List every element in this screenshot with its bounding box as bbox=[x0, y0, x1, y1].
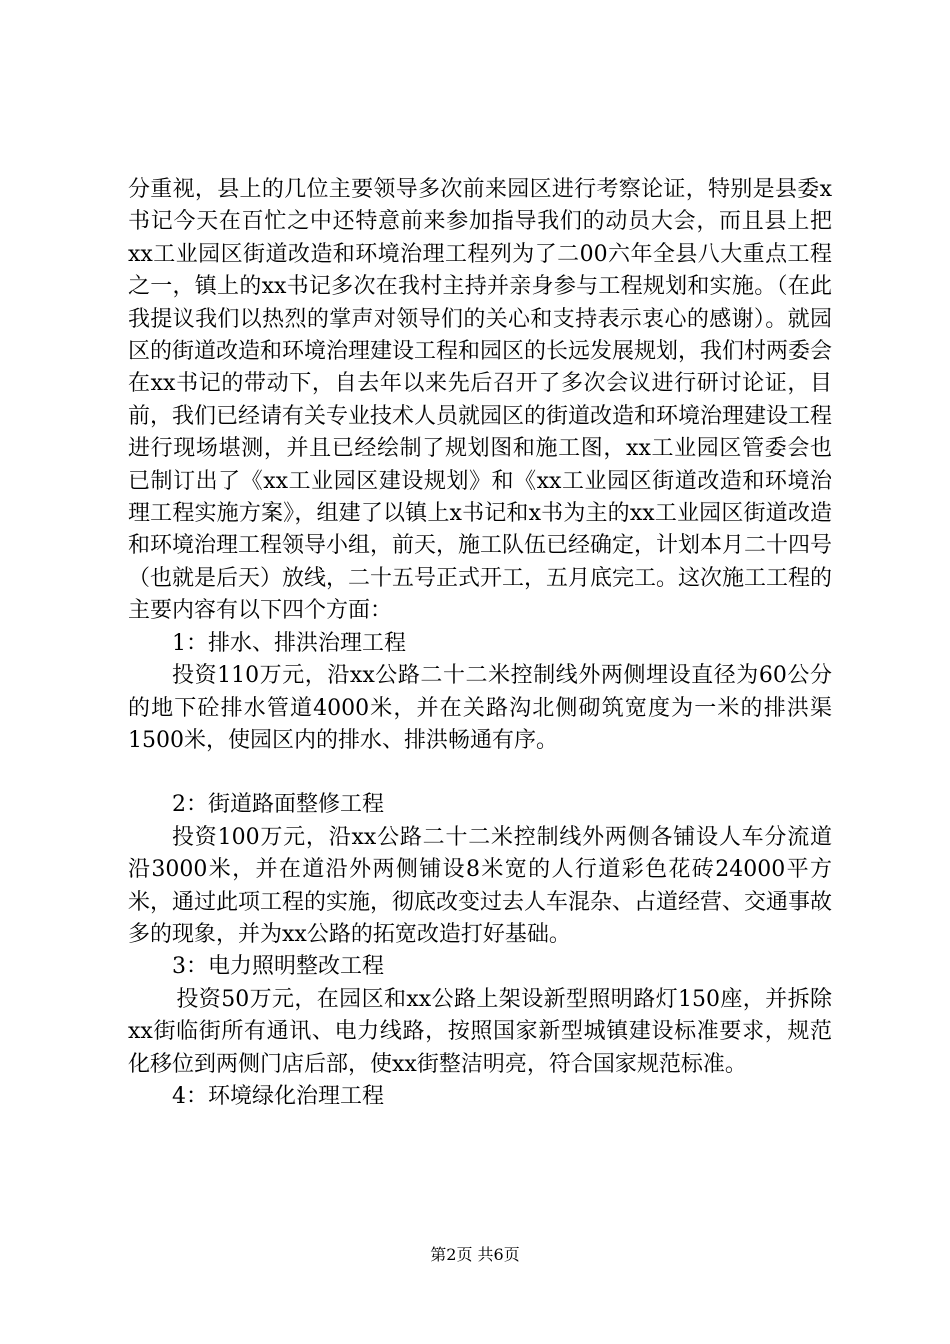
section-body-road: 投资100万元，沿xx公路二十二米控制线外两侧各铺设人车分流道沿3000米，并在道沿外两侧铺设8米宽的人行道彩色花砖24000平方米，通过此项工程的实施，彻底改变过去人车混杂、占道经营、交通事故多的现象，并为xx公路的拓宽改造打好基础。 bbox=[128, 824, 833, 947]
intro-paragraph: 分重视，县上的几位主要领导多次前来园区进行考察论证，特别是县委x书记今天在百忙之中还特意前来参加指导我们的动员大会，而且县上把xx工业园区街道改造和环境治理工程列为了二00六年全县八大重点工程之一，镇上的xx书记多次在我村主持并亲身参与工程规划和实施。（在此我提议我们以热烈的掌声对领导们的关心和支持表示衷心的感谢）。就园区的街道改造和环境治理建设工程和园区的长远发展规划，我们村两委会在xx书记的带动下，自去年以来先后召开了多次会议进行研讨论证，目前，我们已经请有关专业技术人员就园区的街道改造和环境治理建设工程进行现场堪测，并且已经绘制了规划图和施工图，xx工业园区管委会也已制订出了《xx工业园区建设规划》和《xx工业园区街道改造和环境治理工程实施方案》，组建了以镇上x书记和x书为主的xx工业园区街道改造和环境治理工程领导小组，前天，施工队伍已经确定，计划本月二十四号（也就是后天）放线，二十五号正式开工，五月底完工。这次施工工程的主要内容有以下四个方面： bbox=[128, 177, 833, 624]
document-body bbox=[128, 174, 832, 1113]
paragraph-gap bbox=[128, 757, 832, 789]
section-body-drainage: 投资110万元，沿xx公路二十二米控制线外两侧埋设直径为60公分的地下砼排水管道4000米，并在关路沟北侧砌筑宽度为一米的排洪渠1500米，使园区内的排水、排洪畅通有序。 bbox=[128, 663, 832, 753]
section-heading-greening: 4：环境绿化治理工程 bbox=[172, 1083, 384, 1109]
section-heading-lighting: 3：电力照明整改工程 bbox=[172, 954, 384, 980]
section-heading-road: 2：街道路面整修工程 bbox=[172, 792, 384, 818]
page-number-footer: 第2页 共6页 bbox=[430, 1245, 520, 1264]
section-body-lighting: 投资50万元，在园区和xx公路上架设新型照明路灯150座，并拆除xx街临街所有通讯、电力线路，按照国家新型城镇建设标准要求，规范化移位到两侧门店后部，使xx街整洁明亮，符合国家规范标准。 bbox=[128, 986, 832, 1077]
section-heading-drainage: 1：排水、排洪治理工程 bbox=[172, 630, 406, 656]
